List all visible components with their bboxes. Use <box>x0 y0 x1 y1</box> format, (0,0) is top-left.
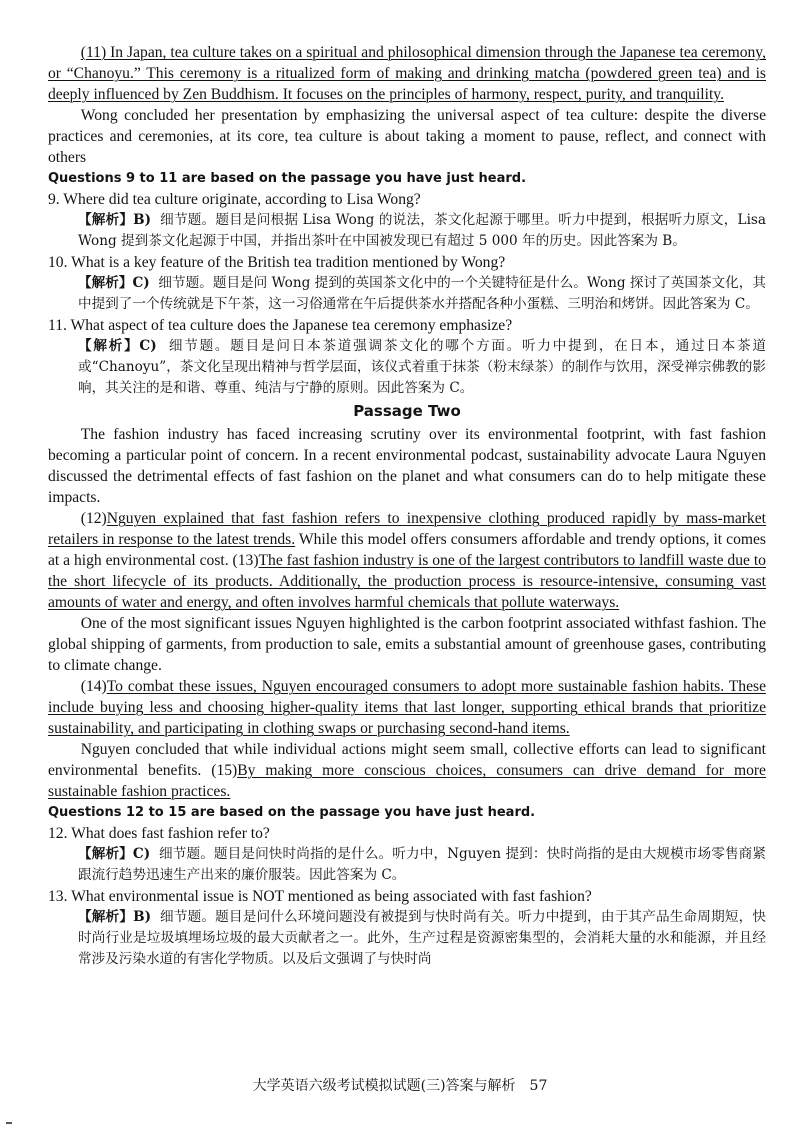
analysis-13-text: 细节题。题目是问什么环境问题没有被提到与快时尚有关。听力中提到，由于其产品生命周期短，快时尚行业是垃圾填埋场垃圾的最大贡献者之一。此外，生产过程是资源密集型的，会消耗大量的水和能源，并且经常涉及污染水道的有害化学物质。以及后文强调了与快时尚 <box>78 909 766 967</box>
questions-12-15-heading: Questions 12 to 15 are based on the passage you have just heard. <box>48 805 536 820</box>
analysis-11-tag: 【解析】C) <box>78 338 157 354</box>
underlined-answer-15: By making more conscious choices, consumers can drive demand for more sustainable fashion practices. <box>48 762 766 800</box>
passage-two-title: Passage Two <box>353 402 461 420</box>
analysis-10-text: 细节题。题目是问 Wong 提到的英国茶文化中的一个关键特征是什么。Wong 探讨了英国茶文化，其中提到了一个传统就是下午茶，这一习俗通常在午后提供茶水并搭配各种小蛋糕、三明治和烤饼。因此答案为 C。 <box>78 275 766 312</box>
analysis-9-text: 细节题。题目是问根据 Lisa Wong 的说法，茶文化起源于哪里。听力中提到，根据听力原文，Lisa Wong 提到茶文化起源于中国，并指出茶叶在中国被发现已有超过 5 000 年的历史。因此答案为 B。 <box>78 212 767 249</box>
analysis-9 <box>48 210 766 252</box>
paragraph-conclusion-wong: Wong concluded her presentation by emphasizing the universal aspect of tea culture: despite the diverse practices and ceremonies, at its core, tea culture is about taking a moment to pause, reflect, and connect with others <box>48 107 766 166</box>
paragraph-15 <box>48 739 766 802</box>
underlined-answer-14: To combat these issues, Nguyen encouraged consumers to adopt more sustainable fashion habits. These include buying less and choosing higher-quality items that last longer, supporting ethical brands that prioritize sustainability, and participating in clothing swaps or purchasing second-hand items. <box>48 678 766 737</box>
analysis-11-text: 细节题。题目是问日本茶道强调茶文化的哪个方面。听力中提到，在日本，通过日本茶道或“Chanoyu”，茶文化呈现出精神与哲学层面，该仪式着重于抹茶（粉末绿茶）的制作与饮用，深受禅宗佛教的影响，其关注的是和谐、尊重、纯洁与宁静的原则。因此答案为 C。 <box>78 338 766 396</box>
footer-title: 大学英语六级考试模拟试题(三)答案与解析 <box>252 1078 516 1094</box>
paragraph-japan <box>48 42 766 105</box>
paragraph-intro: The fashion industry has faced increasing scrutiny over its environmental footprint, with fast fashion becoming a particular point of concern. In a recent environmental podcast, sustainability advocate Laura Nguyen discussed the detrimental effects of fast fashion on the planet and what consumers can do to help mitigate these impacts. <box>48 426 766 506</box>
analysis-10 <box>48 273 766 315</box>
paragraph-12-middle: While this model offers consumers affordable and trendy options, it comes at a high environmental cost. (13) <box>48 531 766 569</box>
analysis-12-text: 细节题。题目是问快时尚指的是什么。听力中，Nguyen 提到：快时尚指的是由大规模市场零售商紧跟流行趋势迅速生产出来的廉价服装。因此答案为 C。 <box>78 846 766 883</box>
analysis-13 <box>48 907 766 970</box>
question-9: 9. Where did tea culture originate, according to Lisa Wong? <box>48 191 421 208</box>
questions-9-11-heading: Questions 9 to 11 are based on the passage you have just heard. <box>48 171 527 186</box>
page-number: 57 <box>529 1078 548 1094</box>
question-10: 10. What is a key feature of the British tea tradition mentioned by Wong? <box>48 254 506 271</box>
page-footer <box>0 1075 800 1095</box>
paragraph-14 <box>48 676 766 739</box>
paragraph-12-13 <box>48 508 766 613</box>
analysis-12 <box>48 844 766 886</box>
analysis-12-tag: 【解析】C) <box>78 846 151 862</box>
analysis-13-tag: 【解析】B) <box>78 909 152 925</box>
analysis-11 <box>48 336 766 399</box>
marker-12: (12) <box>80 510 107 527</box>
underlined-answer-12: Nguyen explained that fast fashion refers to inexpensive clothing produced rapidly by mass-market retailers in response to the latest trends. <box>48 510 766 548</box>
paragraph-15-lead: Nguyen concluded that while individual actions might seem small, collective efforts can lead to significant environmental benefits. (15) <box>48 741 766 779</box>
question-12: 12. What does fast fashion refer to? <box>48 825 270 842</box>
question-11: 11. What aspect of tea culture does the Japanese tea ceremony emphasize? <box>48 317 513 334</box>
analysis-9-tag: 【解析】B) <box>78 212 152 228</box>
analysis-10-tag: 【解析】C) <box>78 275 150 291</box>
question-13: 13. What environmental issue is NOT mentioned as being associated with fast fashion? <box>48 888 592 905</box>
marker-14: (14) <box>80 678 107 695</box>
paragraph-carbon: One of the most significant issues Nguyen highlighted is the carbon footprint associated withfast fashion. The global shipping of garments, from production to sale, emits a substantial amount of greenhouse gases, contributing to climate change. <box>48 615 766 674</box>
scan-mark <box>6 1122 12 1124</box>
underlined-answer-13: The fast fashion industry is one of the largest contributors to landfill waste due to the short lifecycle of its products. Additionally, the production process is resource-intensive, consuming vast amounts of water and energy, and often involves harmful chemicals that pollute waterways. <box>48 552 766 611</box>
underlined-answer-11: (11) In Japan, tea culture takes on a spiritual and philosophical dimension through the Japanese tea ceremony, or “Chanoyu.” This ceremony is a ritualized form of making and drinking matcha (powdered green tea) and is deeply influenced by Zen Buddhism. It focuses on the principles of harmony, respect, purity, and tranquility. <box>48 44 766 103</box>
